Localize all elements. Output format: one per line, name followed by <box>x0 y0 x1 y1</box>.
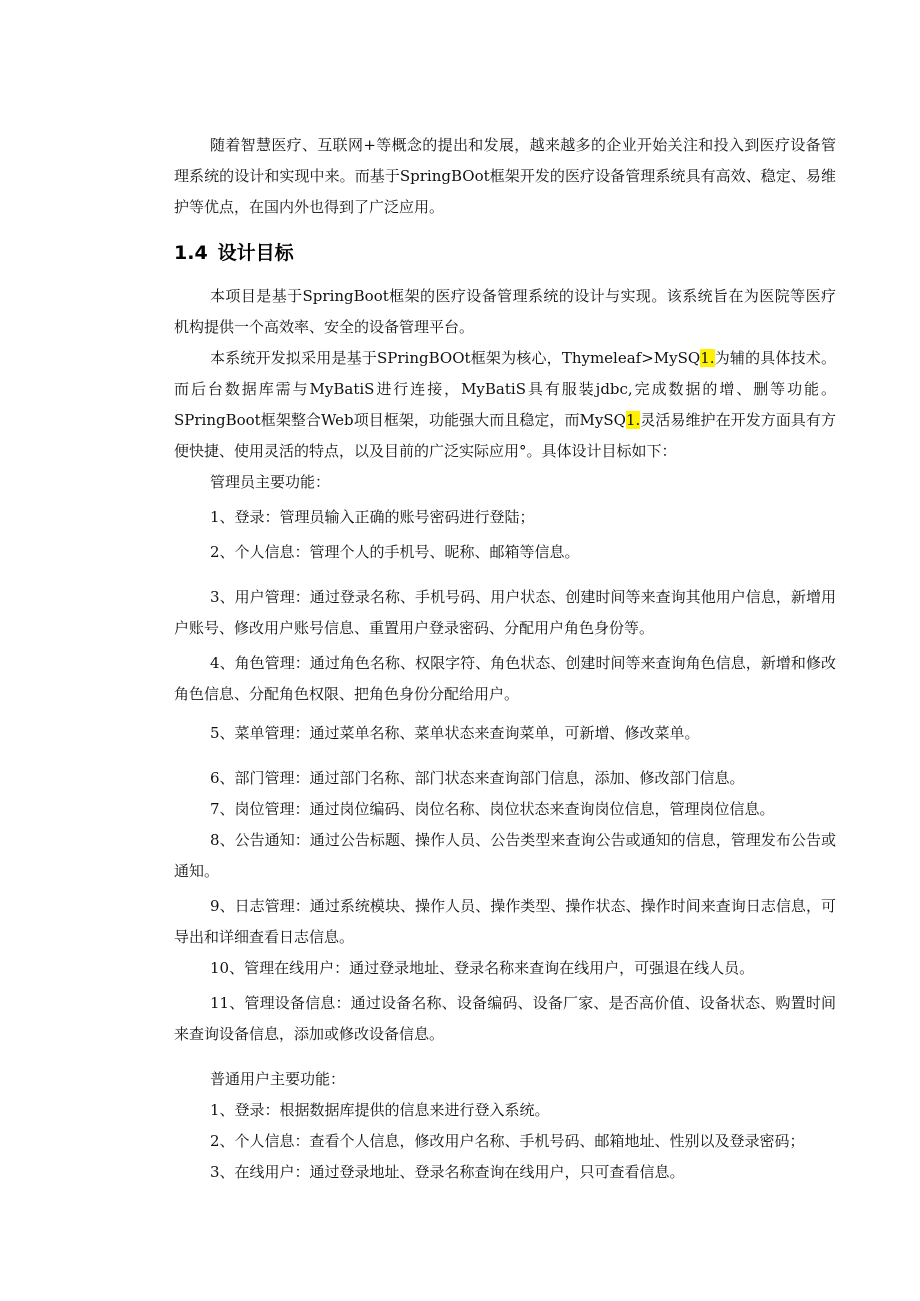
admin-item-2: 2、个人信息：管理个人的手机号、昵称、邮箱等信息。 <box>210 543 580 561</box>
goal-paragraph: 本项目是基于SpringBoot框架的医疗设备管理系统的设计与实现。该系统旨在为医院等医疗机构提供一个高效率、安全的设备管理平台。 <box>174 287 836 336</box>
section-number: 1.4 <box>174 242 208 264</box>
tech-text-1: 本系统开发拟采用是基于SPringBOOt框架为核心，Thymeleaf>MySQ <box>210 349 701 367</box>
admin-item-8: 8、公告通知：通过公告标题、操作人员、公告类型来查询公告或通知的信息，管理发布公告或通知。 <box>174 831 836 880</box>
highlight-mark: 1. <box>700 349 715 367</box>
page-content <box>174 130 836 1188</box>
user-item-2: 2、个人信息：查看个人信息，修改用户名称、手机号码、邮箱地址、性别以及登录密码； <box>210 1132 805 1150</box>
admin-item-10: 10、管理在线用户：通过登录地址、登录名称来查询在线用户，可强退在线人员。 <box>210 959 755 977</box>
highlight-mark: 1. <box>625 411 641 429</box>
admin-item-3: 3、用户管理：通过登录名称、手机号码、用户状态、创建时间等来查询其他用户信息，新增用户账号、修改用户账号信息、重置用户登录密码、分配用户角色身份等。 <box>174 588 836 637</box>
admin-item-7: 7、岗位管理：通过岗位编码、岗位名称、岗位状态来查询岗位信息，管理岗位信息。 <box>210 800 775 818</box>
user-heading: 普通用户主要功能： <box>210 1070 346 1088</box>
section-title: 设计目标 <box>217 242 294 264</box>
user-item-1: 1、登录：根据数据库提供的信息来进行登入系统。 <box>210 1101 550 1119</box>
admin-item-6: 6、部门管理：通过部门名称、部门状态来查询部门信息，添加、修改部门信息。 <box>210 769 745 787</box>
tech-paragraph <box>174 343 836 467</box>
admin-item-1: 1、登录：管理员输入正确的账号密码进行登陆； <box>210 508 535 526</box>
intro-paragraph: 随着智慧医疗、互联网+等概念的提出和发展，越来越多的企业开始关注和投入到医疗设备管理系统的设计和实现中来。而基于SpringBOot框架开发的医疗设备管理系统具有高效、稳定、易维护等优点，在国内外也得到了广泛应用。 <box>174 136 836 216</box>
admin-heading: 管理员主要功能： <box>210 473 331 491</box>
admin-item-4: 4、角色管理：通过角色名称、权限字符、角色状态、创建时间等来查询角色信息，新增和修改角色信息、分配角色权限、把角色身份分配给用户。 <box>174 654 836 703</box>
admin-item-9: 9、日志管理：通过系统模块、操作人员、操作类型、操作状态、操作时间来查询日志信息，可导出和详细查看日志信息。 <box>174 897 836 946</box>
section-heading <box>174 231 836 275</box>
user-item-3: 3、在线用户：通过登录地址、登录名称查询在线用户，只可查看信息。 <box>210 1163 685 1181</box>
admin-item-11: 11、管理设备信息：通过设备名称、设备编码、设备厂家、是否高价值、设备状态、购置时间来查询设备信息，添加或修改设备信息。 <box>174 994 836 1043</box>
tech-text-3: 灵活易维护在开发方面具有方便快捷、使用灵活的特点，以及目前的广泛实际应用°。具体设计目标如下： <box>174 411 836 460</box>
tech-text-2: 为辅的具体技术。而后台数据库需与MyBatiS进行连接，MyBatiS具有服装jdbc,完成数据的增、删等功能。SPringBoot框架整合Web项目框架，功能强大而且稳定，而MySQ <box>174 349 836 429</box>
admin-item-5: 5、菜单管理：通过菜单名称、菜单状态来查询菜单，可新增、修改菜单。 <box>210 724 700 742</box>
